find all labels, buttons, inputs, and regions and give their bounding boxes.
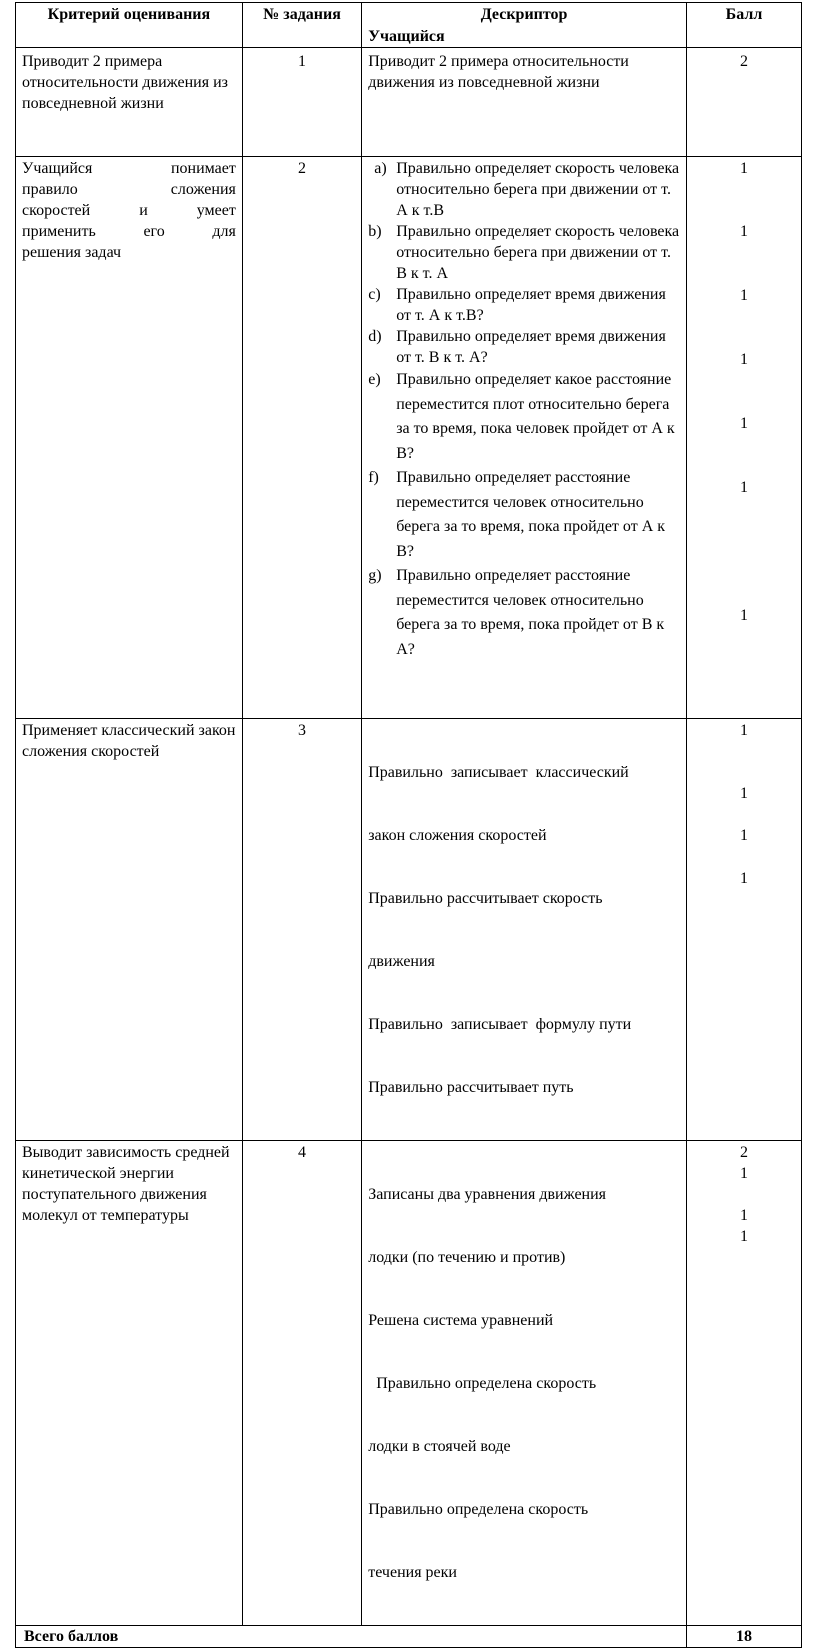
total-score: 18 (686, 1626, 801, 1648)
task-number: 2 (242, 157, 361, 719)
score-value: 1 (739, 160, 748, 177)
score-value: 1 (739, 1228, 748, 1245)
item-label: f) (368, 469, 379, 486)
list-item (368, 368, 680, 466)
table-row (16, 48, 802, 157)
header-score: Балл (686, 3, 801, 48)
score-cell (686, 1141, 801, 1626)
criterion-text: Приводит 2 примера относительности движения из повседневной жизни (22, 53, 228, 112)
list-item (368, 284, 680, 326)
list-item (368, 326, 680, 368)
descriptor-line: Правильно определена скорость (368, 1375, 597, 1392)
task-number: 3 (242, 719, 361, 1141)
descriptor-line: лодки (по течению и против) (368, 1249, 566, 1266)
score-value: 1 (739, 287, 748, 304)
score-value: 1 (739, 479, 748, 496)
descriptor-list (368, 158, 680, 662)
header-task: № задания (242, 3, 361, 48)
descriptor-cell (362, 1141, 687, 1626)
item-label: d) (368, 328, 382, 345)
item-label: a) (374, 160, 387, 177)
item-text: Правильно определяет скорость человека относительно берега при движении от т. В к т. А (396, 223, 680, 282)
score-cell (686, 719, 801, 1141)
score-value: 1 (739, 1165, 748, 1182)
item-label: e) (368, 371, 381, 388)
criterion-line: правило сложения (22, 181, 236, 198)
criterion-cell (16, 1141, 243, 1626)
descriptor-line: Решена система уравнений (368, 1312, 554, 1329)
criterion-line: Учащийся понимает (22, 160, 236, 177)
header-descriptor: Дескриптор (362, 3, 687, 26)
header-descriptor-sub: Учащийся (362, 25, 687, 48)
criterion-text: Применяет классический закон сложения скоростей (22, 722, 236, 760)
descriptor-line: движения (368, 953, 435, 970)
item-text: Правильно определяет расстояние переместится человек относительно берега за то время, пока пройдет от А к В? (396, 469, 666, 560)
descriptor-line: Правильно рассчитывает путь (368, 1079, 574, 1096)
descriptor-line: течения реки (368, 1564, 457, 1581)
item-label: g) (368, 567, 382, 584)
item-label: c) (368, 286, 381, 303)
table-row (16, 1141, 802, 1626)
score-value: 1 (739, 351, 748, 368)
assessment-table (15, 2, 802, 1648)
criterion-line: скоростей и умеет (22, 202, 236, 219)
descriptor-cell (362, 157, 687, 719)
descriptor-line: Правильно определена скорость (368, 1501, 589, 1518)
descriptor-line: Записаны два уравнения движения (368, 1186, 607, 1203)
descriptor-line: закон сложения скоростей (368, 827, 547, 844)
score-value: 1 (739, 827, 748, 844)
item-text: Правильно определяет расстояние переместится человек относительно берега за то время, пока пройдет от В к А? (396, 567, 665, 658)
list-item (368, 158, 680, 221)
list-item (368, 466, 680, 564)
criterion-line: применить его для (22, 223, 236, 240)
score-value: 1 (739, 223, 748, 240)
descriptor-cell (362, 719, 687, 1141)
list-item (368, 221, 680, 284)
score-value: 1 (739, 870, 748, 887)
criterion-text: Выводит зависимость средней кинетической энергии поступательного движения молекул от температуры (22, 1144, 230, 1224)
item-text: Правильно определяет какое расстояние переместится плот относительно берега за то время, пока человек пройдет от А к В? (396, 371, 675, 462)
descriptor-line: Правильно записывает формулу пути (368, 1016, 632, 1033)
criterion-line: решения задач (22, 244, 122, 261)
header-row (16, 3, 802, 26)
descriptor-line: Правильно рассчитывает скорость (368, 890, 603, 907)
item-label: b) (368, 223, 382, 240)
item-text: Правильно определяет время движения от т. А к т.В? (396, 286, 666, 324)
score-value: 1 (739, 722, 748, 739)
score-value: 1 (739, 415, 748, 432)
criterion-cell (16, 48, 243, 157)
criterion-cell (16, 157, 243, 719)
descriptor-cell (362, 48, 687, 157)
score-value: 1 (739, 607, 748, 624)
descriptor-line: лодки в стоячей воде (368, 1438, 511, 1455)
table-row (16, 157, 802, 719)
score-value: 1 (739, 1207, 748, 1224)
descriptor-text: Приводит 2 примера относительности движения из повседневной жизни (368, 53, 629, 91)
total-label: Всего баллов (16, 1626, 687, 1648)
header-criterion: Критерий оценивания (16, 3, 243, 48)
score-value: 2 (739, 1144, 748, 1161)
score-value: 1 (739, 785, 748, 802)
list-item (368, 564, 680, 662)
item-text: Правильно определяет скорость человека относительно берега при движении от т. А к т.В (396, 160, 680, 219)
item-text: Правильно определяет время движения от т. В к т. А? (396, 328, 666, 366)
score-cell (686, 157, 801, 719)
task-number: 4 (242, 1141, 361, 1626)
table-row (16, 719, 802, 1141)
total-row (16, 1626, 802, 1648)
task-number: 1 (242, 48, 361, 157)
descriptor-line: Правильно записывает классический (368, 764, 629, 781)
score-cell: 2 (686, 48, 801, 157)
criterion-cell (16, 719, 243, 1141)
